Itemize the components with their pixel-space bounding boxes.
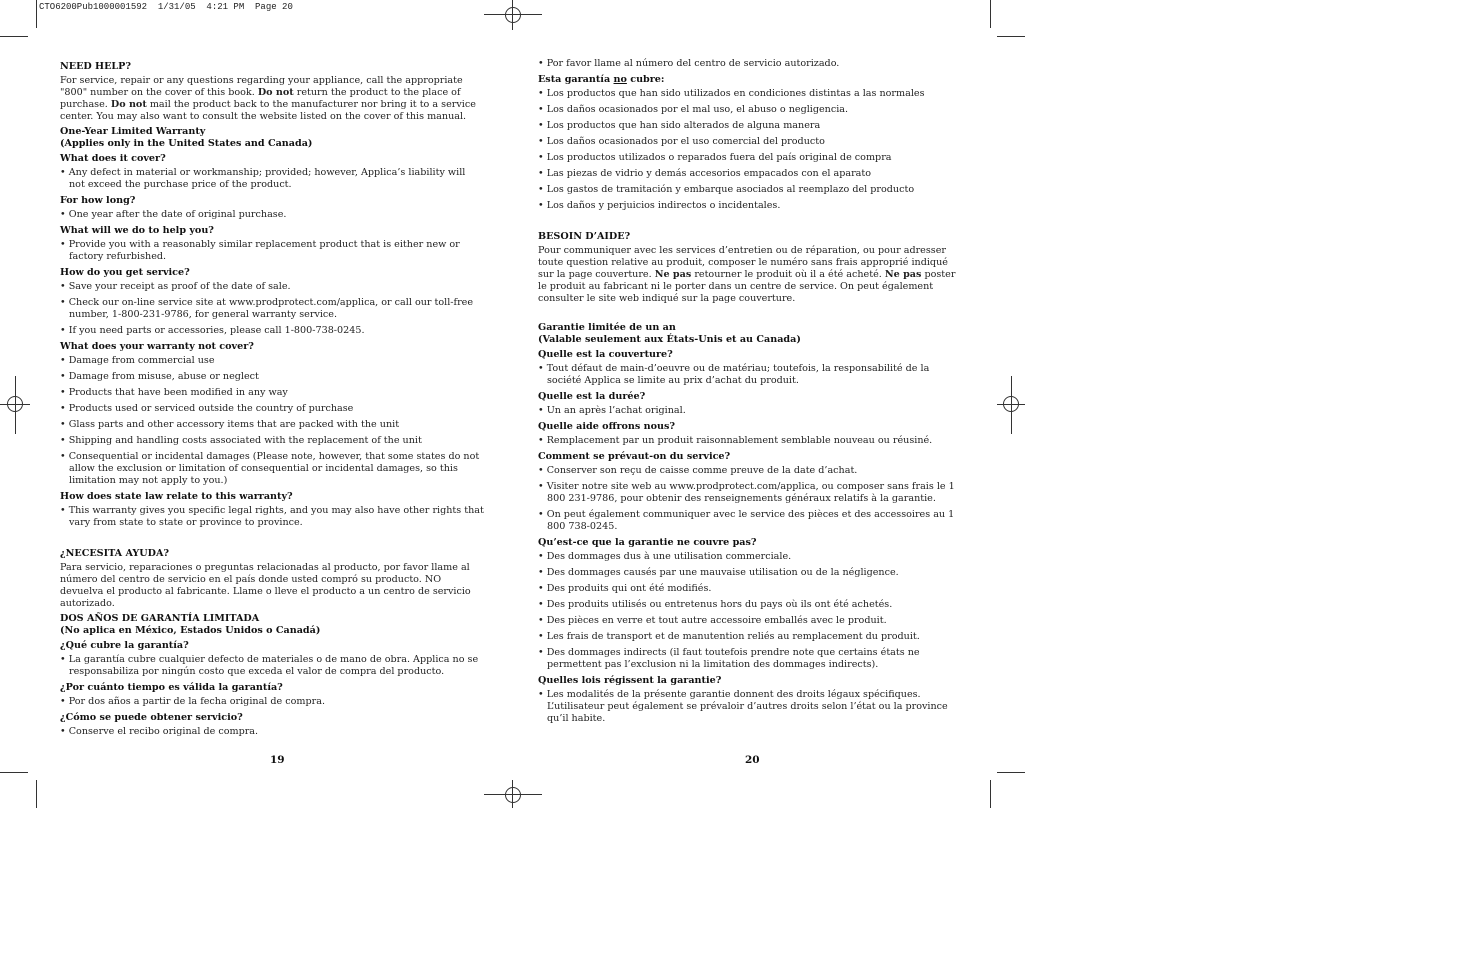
warranty-title: DOS AÑOS DE GARANTÍA LIMITADA (No aplica en México, Estados Unidos o Canadá) <box>60 613 321 636</box>
bullet-item: • Los gastos de tramitación y embarque asociados al reemplazo del producto <box>538 184 915 195</box>
page-number: 20 <box>745 754 760 766</box>
crop-mark <box>990 0 991 28</box>
question-heading: ¿Cómo se puede obtener servicio? <box>60 712 243 723</box>
bullet-item: • Por dos años a partir de la fecha original de compra. <box>60 696 326 707</box>
bullet-item: • Los productos que han sido utilizados en condiciones distintas a las normales <box>538 88 925 99</box>
left-page-column <box>60 58 484 742</box>
bullet-item: • One year after the date of original purchase. <box>60 209 287 220</box>
registration-mark <box>1003 396 1019 412</box>
bullet-item: • Des dommages causés par une mauvaise utilisation ou de la négligence. <box>538 567 899 578</box>
bullet-item: • La garantía cubre cualquier defecto de materiales o de mano de obra. Applica no se responsabiliza por ningún costo que exceda el valor de compra del producto. <box>60 654 479 677</box>
bullet-item: • Conserver son reçu de caisse comme preuve de la date d’achat. <box>538 465 858 476</box>
bullet-item: • Products that have been modified in any way <box>60 387 288 398</box>
bullet-item: • Des pièces en verre et tout autre accessoire emballés avec le produit. <box>538 615 887 626</box>
question-heading: Quelles lois régissent la garantie? <box>538 675 722 686</box>
bullet-item: • Damage from commercial use <box>60 355 215 366</box>
bullet-item: • Conserve el recibo original de compra. <box>60 726 259 737</box>
question-heading: For how long? <box>60 195 136 206</box>
bullet-item: • Por favor llame al número del centro de servicio autorizado. <box>538 58 840 69</box>
question-heading: ¿Qué cubre la garantía? <box>60 640 189 651</box>
print-slug: CTO6200Pub1000001592 1/31/05 4:21 PM Page 20 <box>39 2 293 12</box>
crop-mark <box>0 772 28 773</box>
bullet-item: • Los productos utilizados o reparados fuera del país original de compra <box>538 152 892 163</box>
bullet-item: • Visiter notre site web au www.prodprotect.com/applica, ou composer sans frais le 1 800 231-9786, pour obtenir des renseignements généraux relatifs à la garantie. <box>538 481 955 504</box>
warranty-title: One-Year Limited Warranty (Applies only in the United States and Canada) <box>60 126 313 149</box>
bullet-item: • Tout défaut de main-d’oeuvre ou de matériau; toutefois, la responsabilité de la société Applica se limite au prix d’achat du produit. <box>538 363 930 386</box>
right-page-column <box>538 58 962 729</box>
registration-mark <box>7 396 23 412</box>
bullet-item: • Los daños y perjuicios indirectos o incidentales. <box>538 200 781 211</box>
section-title: BESOIN D’AIDE? <box>538 231 631 242</box>
section-title: ¿NECESITA AYUDA? <box>60 548 170 559</box>
crop-mark <box>990 780 991 808</box>
paragraph: For service, repair or any questions regarding your appliance, call the appropriate "800" number on the cover of this book. Do not return the product to the place of purchase. Do not mail the product back to the manufacturer nor bring it to a service center. You may also want to consult the website listed on the cover of this manual. <box>60 75 476 122</box>
bullet-item: • Damage from misuse, abuse or neglect <box>60 371 259 382</box>
page-number: 19 <box>270 754 285 766</box>
bullet-item: • Check our on-line service site at www.prodprotect.com/applica, or call our toll-free number, 1-800-231-9786, for general warranty service. <box>60 297 474 320</box>
bullet-item: • This warranty gives you specific legal rights, and you may also have other rights that vary from state to state or province to province. <box>60 505 484 528</box>
registration-mark <box>505 7 521 23</box>
crop-mark <box>36 780 37 808</box>
paragraph: Pour communiquer avec les services d’entretien ou de réparation, ou pour adresser toute question relative au produit, composer le numéro sans frais approprié indiqué sur la page couverture. Ne pas retourner le produit où il a été acheté. Ne pas poster le produit au fabricant ni le porter dans un centre de service. On peut également consulter le site web indiqué sur la page couverture. <box>538 245 956 304</box>
bullet-item: • Shipping and handling costs associated with the replacement of the unit <box>60 435 422 446</box>
question-heading: Qu’est-ce que la garantie ne couvre pas? <box>538 537 757 548</box>
section-title: NEED HELP? <box>60 61 132 72</box>
bullet-item: • Los productos que han sido alterados de alguna manera <box>538 120 821 131</box>
question-heading: Esta garantía no cubre: <box>538 74 665 85</box>
question-heading: How does state law relate to this warranty? <box>60 491 293 502</box>
bullet-item: • Les modalités de la présente garantie donnent des droits légaux spécifiques. L’utilisateur peut également se prévaloir d’autres droits selon l’état ou la province qu’il habite. <box>538 689 948 724</box>
bullet-item: • Glass parts and other accessory items that are packed with the unit <box>60 419 400 430</box>
question-heading: Comment se prévaut-on du service? <box>538 451 731 462</box>
bullet-item: • If you need parts or accessories, please call 1-800-738-0245. <box>60 325 365 336</box>
warranty-title: Garantie limitée de un an (Valable seulement aux États-Unis et au Canada) <box>538 322 801 345</box>
bullet-item: • Los daños ocasionados por el mal uso, el abuso o negligencia. <box>538 104 849 115</box>
bullet-item: • Des produits qui ont été modifiés. <box>538 583 712 594</box>
crop-mark <box>0 36 28 37</box>
bullet-item: • Los daños ocasionados por el uso comercial del producto <box>538 136 825 147</box>
bullet-item: • Des dommages dus à une utilisation commerciale. <box>538 551 792 562</box>
paragraph: Para servicio, reparaciones o preguntas relacionadas al producto, por favor llame al número del centro de servicio en el país donde usted compró su producto. NO devuelva el producto al fabricante. Llame o lleve el producto a un centro de servicio autorizado. <box>60 562 471 609</box>
bullet-item: • Les frais de transport et de manutention reliés au remplacement du produit. <box>538 631 920 642</box>
bullet-item: • Un an après l’achat original. <box>538 405 686 416</box>
bullet-item: • Consequential or incidental damages (Please note, however, that some states do not allow the exclusion or limitation of consequential or incidental damages, so this limitation may not apply to you.) <box>60 451 480 486</box>
bullet-item: • Save your receipt as proof of the date of sale. <box>60 281 291 292</box>
question-heading: ¿Por cuánto tiempo es válida la garantía? <box>60 682 283 693</box>
question-heading: What does it cover? <box>60 153 166 164</box>
crop-mark <box>36 0 37 28</box>
crop-mark <box>997 36 1025 37</box>
bullet-item: • Las piezas de vidrio y demás accesorios empacados con el aparato <box>538 168 872 179</box>
bullet-item: • Des produits utilisés ou entretenus hors du pays où ils ont été achetés. <box>538 599 893 610</box>
bullet-item: • On peut également communiquer avec le service des pièces et des accessoires au 1 800 738-0245. <box>538 509 955 532</box>
bullet-item: • Remplacement par un produit raisonnablement semblable nouveau ou réusiné. <box>538 435 933 446</box>
question-heading: Quelle est la couverture? <box>538 349 673 360</box>
bullet-item: • Provide you with a reasonably similar replacement product that is either new or factory refurbished. <box>60 239 460 262</box>
bullet-item: • Products used or serviced outside the country of purchase <box>60 403 354 414</box>
question-heading: Quelle aide offrons nous? <box>538 421 675 432</box>
bullet-item: • Des dommages indirects (il faut toutefois prendre note que certains états ne permettent pas l’exclusion ni la limitation des dommages indirects). <box>538 647 920 670</box>
question-heading: What does your warranty not cover? <box>60 341 254 352</box>
question-heading: How do you get service? <box>60 267 190 278</box>
question-heading: Quelle est la durée? <box>538 391 646 402</box>
question-heading: What will we do to help you? <box>60 225 214 236</box>
bullet-item: • Any defect in material or workmanship; provided; however, Applica’s liability will not exceed the purchase price of the product. <box>60 167 466 190</box>
registration-mark <box>505 787 521 803</box>
crop-mark <box>997 772 1025 773</box>
